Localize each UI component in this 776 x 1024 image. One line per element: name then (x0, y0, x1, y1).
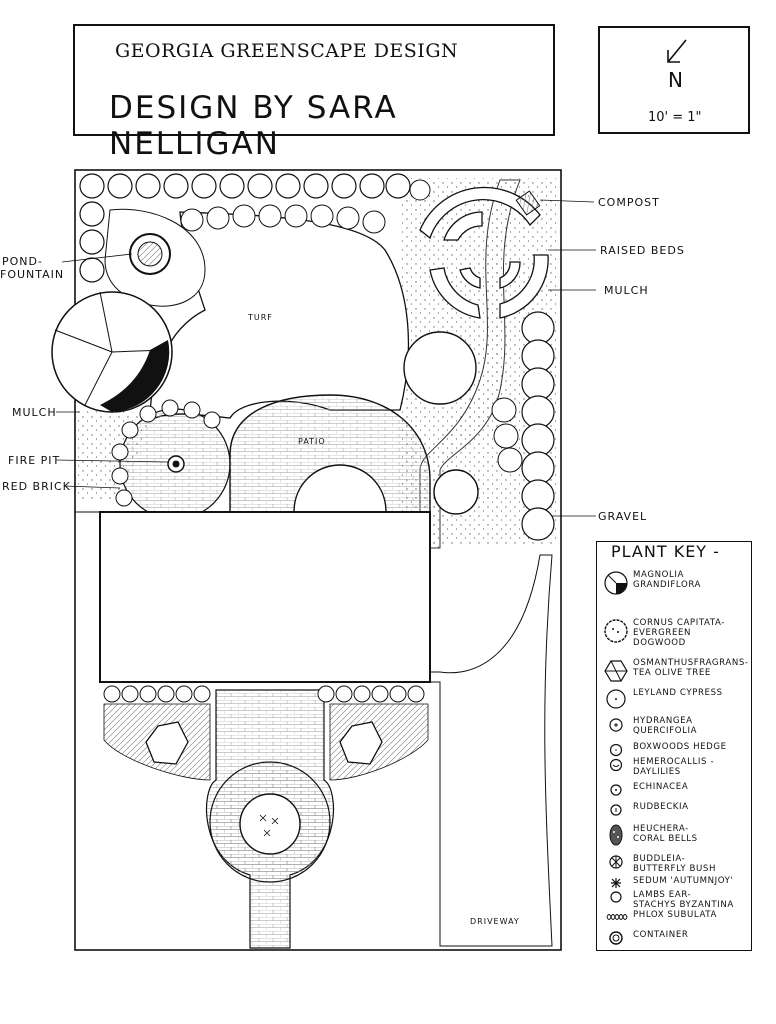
mulch-label-left: MULCH (12, 406, 57, 419)
plant-key-label (633, 782, 751, 792)
plant-key-label-line: EVERGREEN (633, 628, 692, 638)
plant-key-label (633, 930, 751, 940)
plant-key-label-line: RUDBECKIA (633, 802, 689, 812)
plant-key-label-line: CORNUS CAPITATA- (633, 618, 726, 628)
magnolia-tree (52, 292, 172, 412)
magnolia-icon (603, 570, 629, 596)
container-icon (603, 930, 629, 946)
plant-key-label-line: QUERCIFOLIA (633, 726, 698, 736)
house (100, 512, 430, 682)
pond-label-line2: FOUNTAIN (0, 268, 65, 281)
plant-key-label-line: HEUCHERA- (633, 824, 689, 834)
plant-key-item (603, 570, 751, 596)
plant-key-label-line: BOXWOODS HEDGE (633, 742, 727, 752)
gravel-label: GRAVEL (598, 510, 648, 523)
plant-key-label-line: DOGWOOD (633, 638, 686, 648)
plant-key-label (633, 890, 751, 910)
plant-key-label-line: ECHINACEA (633, 782, 689, 792)
hydrangea-icon (603, 716, 629, 734)
fire-pit-label: FIRE PIT (8, 454, 61, 467)
plant-key-item (603, 930, 751, 946)
plant-key-item (603, 802, 751, 818)
sedum-icon (603, 876, 629, 890)
mulch-label-right: MULCH (604, 284, 649, 297)
buddleia-icon (603, 854, 629, 870)
plant-key-label-line: CORAL BELLS (633, 834, 698, 844)
plant-key-label-line: GRANDIFLORA (633, 580, 702, 590)
plant-key-item (603, 876, 751, 890)
raised-beds-label: RAISED BEDS (600, 244, 685, 257)
front-garden-planter (240, 794, 300, 854)
plant-key-item (603, 910, 751, 924)
phlox-icon (603, 910, 629, 924)
cypress-icon (603, 688, 629, 710)
plant-key-item (603, 854, 751, 874)
dogwood-tree (404, 332, 476, 404)
plant-key-label (633, 716, 751, 736)
plant-key-item (603, 782, 751, 798)
driveway-label: DRIVEWAY (470, 917, 520, 926)
plant-key-label-line: BUTTERFLY BUSH (633, 864, 717, 874)
boxwood-icon (603, 742, 629, 758)
plant-key-label-line: LEYLAND CYPRESS (633, 688, 723, 698)
plant-key-label-line: OSMANTHUSFRAGRANS- (633, 658, 749, 668)
plant-key-label-line: SEDUM 'AUTUMNJOY' (633, 876, 734, 886)
plant-key-label-line: HYDRANGEA (633, 716, 693, 726)
plant-key-label (633, 570, 751, 590)
plant-key-label (633, 688, 751, 698)
plant-key-label (633, 824, 751, 844)
plant-key-label (633, 910, 751, 920)
plant-key-item (603, 742, 751, 758)
compost-label: COMPOST (598, 196, 660, 209)
plant-key-item (603, 658, 751, 684)
plant-key-label (633, 757, 751, 777)
heuchera-icon (603, 824, 629, 846)
plant-key-label-line: LAMBS EAR- (633, 890, 692, 900)
plant-key-label-line: PHLOX SUBULATA (633, 910, 717, 920)
north-letter: N (668, 68, 683, 92)
plant-key-label-line: DAYLILIES (633, 767, 681, 777)
patio-label: PATIO (298, 437, 326, 446)
plant-key (596, 541, 752, 951)
plant-key-label (633, 802, 751, 812)
plant-key-label-line: STACHYS BYZANTINA (633, 900, 734, 910)
scale-label: 10' = 1" (648, 110, 702, 125)
tea-olive-icon (603, 658, 629, 684)
plant-key-item (603, 757, 751, 777)
plant-key-label (633, 854, 751, 874)
plant-key-label (633, 658, 751, 678)
plant-key-title: PLANT KEY - (611, 542, 720, 561)
echinacea-icon (603, 782, 629, 798)
red-brick-label: RED BRICK (2, 480, 71, 493)
plant-key-item (603, 688, 751, 710)
designer-name: DESIGN BY SARA NELLIGAN (109, 90, 398, 162)
plant-key-label-line: TEA OLIVE TREE (633, 668, 711, 678)
plant-key-label (633, 618, 751, 648)
plant-key-item (603, 824, 751, 846)
plant-key-item (603, 716, 751, 736)
plant-key-label-line: BUDDLEIA- (633, 854, 686, 864)
daylily-icon (603, 757, 629, 773)
hydrangea-group (434, 470, 478, 514)
plant-key-item (603, 618, 751, 648)
plant-key-label-line: MAGNOLIA (633, 570, 684, 580)
plant-key-label-line: HEMEROCALLIS - (633, 757, 715, 767)
company-name: GEORGIA GREENSCAPE DESIGN (115, 40, 459, 62)
turf-label: TURF (248, 313, 273, 322)
plant-key-label (633, 742, 751, 752)
plant-key-label-line: CONTAINER (633, 930, 689, 940)
driveway (430, 555, 552, 946)
plant-key-item (603, 890, 751, 910)
rudbeckia-icon (603, 802, 629, 818)
pond-label-line1: POND- (2, 255, 43, 268)
plant-key-label (633, 876, 751, 886)
lambs-ear-icon (603, 890, 629, 904)
dogwood-icon (603, 618, 629, 644)
